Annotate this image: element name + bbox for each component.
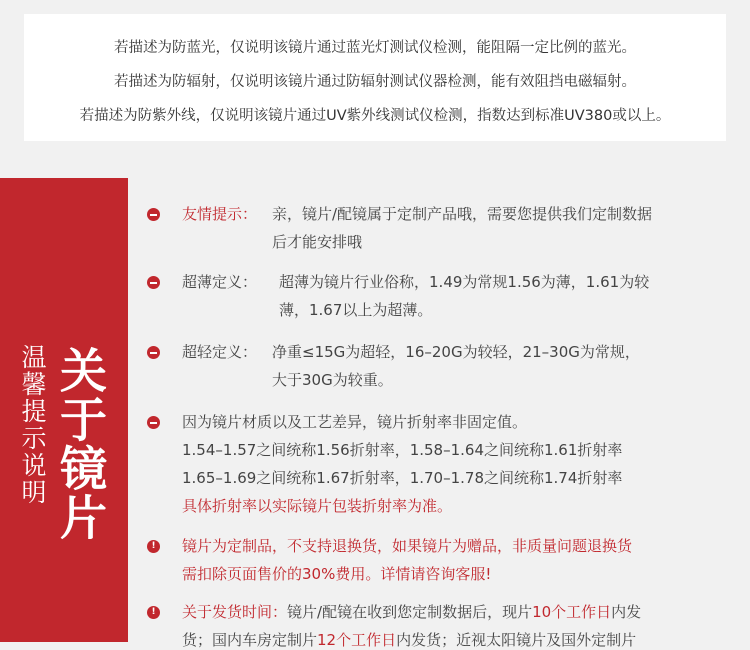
sidebar-banner: [0, 178, 128, 642]
item-text: 需扣除页面售价的30%费用。详情请咨询客服!: [182, 565, 492, 583]
item-text: 镜片/配镜在收到您定制数据后，现片: [287, 603, 533, 621]
sidebar-subtitle: 温馨提示说明: [18, 344, 47, 506]
item-text: 后才能安排哦: [272, 233, 363, 251]
minus-circle-icon: [147, 208, 160, 221]
item-text: 1.54–1.57之间统称1.56折射率，1.58–1.64之间统称1.61折射率: [182, 441, 623, 459]
sidebar-title: 关于镜片: [52, 346, 107, 542]
minus-circle-icon: [147, 276, 160, 289]
item-text: 净重≤15G为超轻，16–20G为较轻，21–30G为常规，: [272, 343, 640, 361]
exclamation-circle-icon: !: [147, 540, 160, 553]
item-label: 关于发货时间：: [182, 603, 288, 621]
notice-line-radiation: 若描述为防辐射，仅说明该镜片通过防辐射测试仪器检测，能有效阻挡电磁辐射。: [114, 74, 636, 90]
item-label: 超轻定义：: [182, 343, 258, 361]
item-highlight: 10个工作日: [532, 603, 612, 621]
item-text: 内发货；近视太阳镜片及国外定制片: [396, 631, 637, 649]
item-text: 超薄为镜片行业俗称，1.49为常规1.56为薄，1.61为较: [279, 273, 650, 291]
item-highlight: 12个工作日: [317, 631, 397, 649]
exclamation-circle-icon: !: [147, 606, 160, 619]
item-text: 因为镜片材质以及工艺差异，镜片折射率非固定值。: [182, 413, 528, 431]
item-text: 亲，镜片/配镜属于定制产品哦，需要您提供我们定制数据: [272, 205, 653, 223]
item-label: 友情提示：: [182, 205, 258, 223]
item-text: 薄，1.67以上为超薄。: [279, 301, 433, 319]
item-text: 大于30G为较重。: [272, 371, 393, 389]
item-text: 货；国内车房定制片: [182, 631, 318, 649]
item-text: 内发: [611, 603, 642, 621]
notice-line-blue-light: 若描述为防蓝光，仅说明该镜片通过蓝光灯测试仪检测，能阻隔一定比例的蓝光。: [114, 40, 636, 56]
top-notice-card: [24, 14, 726, 141]
item-line-1: [182, 602, 641, 622]
item-highlight: 具体折射率以实际镜片包装折射率为准。: [182, 497, 453, 515]
minus-circle-icon: [147, 346, 160, 359]
item-label: 超薄定义：: [182, 273, 258, 291]
item-text: 1.65–1.69之间统称1.67折射率，1.70–1.78之间统称1.74折射率: [182, 469, 623, 487]
notice-line-uv: 若描述为防紫外线，仅说明该镜片通过UV紫外线测试仪检测，指数达到标准UV380或以上。: [79, 108, 671, 124]
minus-circle-icon: [147, 416, 160, 429]
item-line-2: [182, 630, 636, 650]
item-text: 镜片为定制品，不支持退换货，如果镜片为赠品，非质量问题退换货: [182, 537, 633, 555]
